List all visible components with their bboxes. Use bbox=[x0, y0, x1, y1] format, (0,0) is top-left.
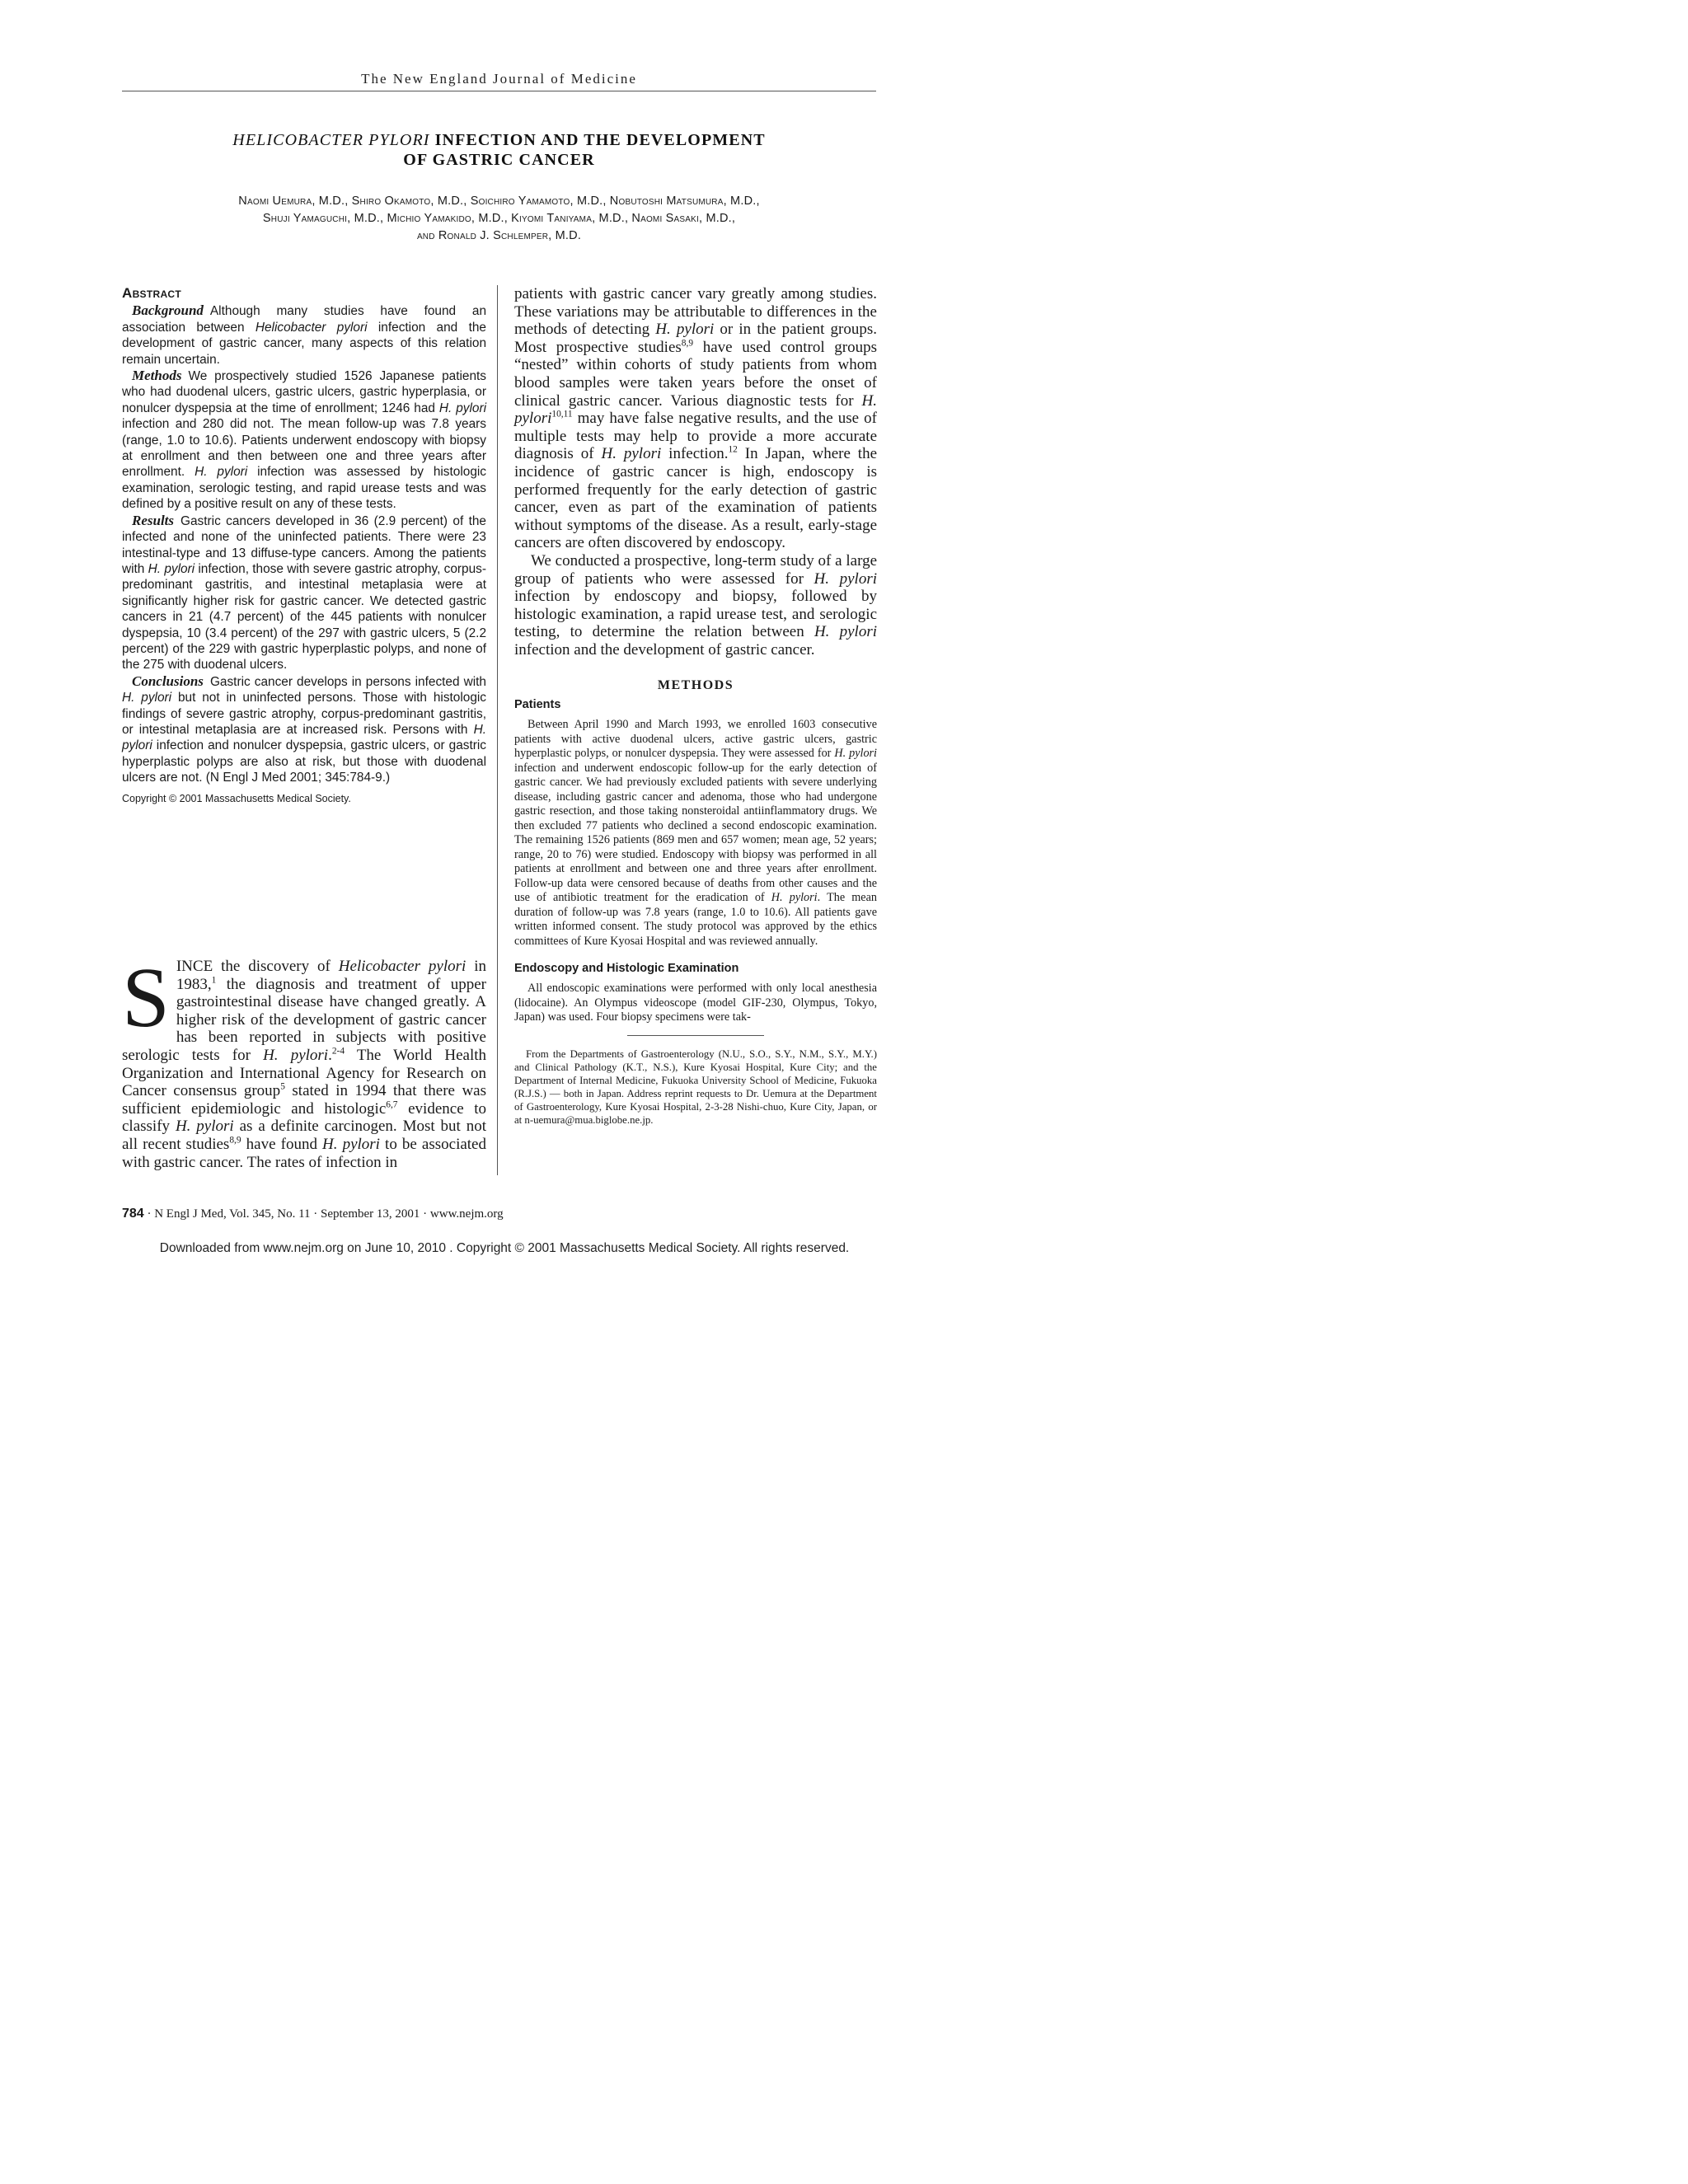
conclusions-label: Conclusions bbox=[132, 673, 204, 689]
abstract-text: but not in uninfected persons. Those with histologic findings of severe gastric atrophy, corpus-predominant gastritis, or intestinal metaplasia are at increased risk. Persons with bbox=[122, 691, 486, 737]
abstract-text: Gastric cancer develops in persons infected with bbox=[209, 674, 486, 689]
citation-ref: 5 bbox=[280, 1081, 285, 1092]
intro-italic: H. pylori bbox=[175, 1118, 234, 1136]
authors-line-1: Naomi Uemura, M.D., Shiro Okamoto, M.D., Soichiro Yamamoto, M.D., Nobutoshi Matsumura, M.D., bbox=[238, 194, 760, 208]
body-text: infection by endoscopy and biopsy, followed by histologic examination, a rapid urease test, and serologic testing, to determine the relation between bbox=[514, 588, 877, 641]
body-italic: H. pylori bbox=[655, 321, 715, 339]
right-column bbox=[514, 285, 877, 1127]
body-text: infection and the development of gastric cancer. bbox=[514, 640, 815, 658]
body-paragraph-1 bbox=[514, 285, 877, 552]
abstract-italic: H. pylori bbox=[195, 465, 248, 480]
title-line2: OF GASTRIC CANCER bbox=[403, 151, 595, 169]
journal-header: The New England Journal of Medicine bbox=[361, 71, 637, 87]
body-text: patients with gastric cancer vary greatly among studies. These variations may be attributable to differences in the methods of detecting bbox=[514, 285, 877, 339]
body-italic: H. pylori bbox=[834, 747, 877, 761]
intro-text: to be associated with gastric cancer. The rates of infection in bbox=[122, 1135, 486, 1171]
citation-ref: 12 bbox=[728, 445, 738, 456]
body-text: infection. bbox=[661, 445, 729, 463]
abstract-text: Gastric cancers developed in 36 (2.9 percent) of the infected and none of the uninfected patients. There were 23 intestinal-type and 13 diffuse-type cancers. Among the patients with bbox=[122, 513, 486, 576]
body-text: In Japan, where the incidence of gastric cancer is high, endoscopy is performed frequently for the early detection of gastric cancer, even as part of the examination of patients without symptoms of the disease. As a result, early-stage cancers are often discovered by endoscopy. bbox=[514, 445, 878, 552]
body-text: or in the patient groups. Most prospective studies bbox=[514, 321, 877, 356]
title-line1-rest: INFECTION AND THE DEVELOPMENT bbox=[429, 131, 766, 149]
body-text: may have false negative results, and the use of multiple tests may help to provide a more accurate diagnosis of bbox=[514, 410, 877, 463]
body-italic: H. pylori bbox=[771, 891, 818, 905]
intro-italic: H. pylori bbox=[322, 1135, 380, 1153]
affiliation-footnote: From the Departments of Gastroenterology (N.U., S.O., S.Y., N.M., S.Y., M.Y.) and Clinical Pathology (K.T., N.S.), Kure Kyosai Hospital, Kure City; and the Department of Internal Medicine, Fukuoka University School of Medicine, Fukuoka (R.J.S.) — both in Japan. Address reprint requests to Dr. Uemura at the Department of Gastroenterology, Kure Kyosai Hospital, 2-3-28 Nishi-chuo, Kure City, Japan, or at n-uemura@mua.biglobe.ne.jp. bbox=[514, 1047, 877, 1126]
page-number: 784 bbox=[122, 1207, 144, 1221]
abstract-text: We prospectively studied 1526 Japanese patients who had duodenal ulcers, gastric ulcers, gastric hyperplasia, or nonulcer dyspepsia at the time of enrollment; 1246 had bbox=[122, 369, 486, 415]
author-list bbox=[122, 193, 876, 245]
intro-italic: Helicobacter pylori bbox=[338, 958, 467, 975]
intro-paragraph bbox=[122, 950, 487, 1171]
citation-line: · N Engl J Med, Vol. 345, No. 11 · September 13, 2001 · www.nejm.org bbox=[143, 1207, 504, 1221]
body-italic: H. pylori bbox=[601, 445, 662, 463]
footnote-rule bbox=[627, 1035, 764, 1036]
intro-text: . bbox=[328, 1046, 332, 1064]
abstract-italic: H. pylori bbox=[122, 722, 486, 753]
copyright-line: Copyright © 2001 Massachusetts Medical Society. bbox=[122, 792, 351, 804]
title-italic: HELICOBACTER PYLORI bbox=[232, 131, 430, 149]
citation-ref: 6,7 bbox=[386, 1099, 398, 1110]
patients-paragraph bbox=[514, 718, 877, 949]
background-label: Background bbox=[132, 302, 204, 319]
methods-heading: METHODS bbox=[657, 678, 734, 693]
download-notice: Downloaded from www.nejm.org on June 10, 2010 . Copyright © 2001 Massachusetts Medical Society. All rights reserved. bbox=[159, 1241, 850, 1255]
endoscopy-paragraph: All endoscopic examinations were performed with only local anesthesia (lidocaine). An Olympus videoscope (model GIF-230, Olympus, Tokyo, Japan) was used. Four biopsy specimens were tak- bbox=[514, 982, 877, 1024]
authors-line-3: and Ronald J. Schlemper, M.D. bbox=[416, 229, 582, 242]
body-text: We conducted a prospective, long-term study of a large group of patients who were assessed for bbox=[514, 551, 877, 588]
abstract-results bbox=[122, 513, 486, 673]
body-paragraph-2 bbox=[514, 552, 877, 659]
abstract-italic: Helicobacter pylori bbox=[255, 320, 368, 335]
citation-ref: 8,9 bbox=[229, 1135, 241, 1146]
intro-text: evidence to classify bbox=[122, 1099, 486, 1136]
abstract-text: infection was assessed by histologic examination, serologic testing, and rapid urease tests and was defined by a positive result on any of these tests. bbox=[122, 465, 486, 512]
body-text: have used control groups “nested” within cohorts of study patients from whom blood samples were taken years before the onset of clinical gastric cancer. Various diagnostic tests for bbox=[514, 338, 877, 410]
abstract-methods bbox=[122, 368, 486, 513]
body-text: . The mean duration of follow-up was 7.8 years (range, 1.0 to 10.6). All patients gave written informed consent. The study protocol was approved by the ethics committees of Kure Kyosai Hospital and was reviewed annually. bbox=[514, 891, 877, 948]
abstract-conclusions bbox=[122, 673, 486, 786]
column-divider bbox=[497, 285, 498, 1175]
intro-text: as a definite carcinogen. Most but not all recent studies bbox=[122, 1118, 486, 1153]
drop-cap: S bbox=[122, 950, 170, 1045]
abstract-text: infection, those with severe gastric atrophy, corpus-predominant gastritis, and intestinal metaplasia were at significantly higher risk for gastric cancer. We detected gastric cancers in 21 (4.7 percent) of the 445 patients with nonulcer dyspepsia, 10 (3.4 percent) of the 297 with gastric ulcers, 5 (2.2 percent) of the 229 with gastric hyperplastic polyps, and none of the 275 with duodenal ulcers. bbox=[122, 561, 486, 673]
article-title bbox=[122, 130, 876, 170]
page-footer bbox=[122, 1207, 504, 1221]
abstract-italic: H. pylori bbox=[148, 561, 195, 576]
citation-ref: 2-4 bbox=[331, 1046, 345, 1057]
body-italic: H. pylori bbox=[514, 391, 877, 428]
body-text: Between April 1990 and March 1993, we enrolled 1603 consecutive patients with active duodenal ulcers, active gastric ulcers, gastric hyperplastic polyps, or nonulcer dyspepsia. They were assessed for bbox=[514, 718, 877, 761]
abstract bbox=[122, 285, 486, 807]
intro-italic: H. pylori bbox=[263, 1046, 329, 1064]
abstract-text: infection and nonulcer dyspepsia, gastric ulcers, or gastric hyperplastic polyps are also at risk, but those with duodenal ulcers are not. (N Engl J Med 2001; 345:784-9.) bbox=[122, 738, 486, 785]
abstract-text: infection and the development of gastric cancer, many aspects of this relation remain uncertain. bbox=[122, 320, 486, 367]
abstract-text: Although many studies have found an association between bbox=[122, 304, 486, 335]
intro-text: INCE the discovery of bbox=[176, 958, 339, 975]
results-label: Results bbox=[132, 512, 175, 528]
authors-line-2: Shuji Yamaguchi, M.D., Michio Yamakido, M.D., Kiyomi Taniyama, M.D., Naomi Sasaki, M.D., bbox=[262, 212, 736, 225]
citation-ref: 10,11 bbox=[551, 409, 573, 419]
introduction bbox=[122, 950, 487, 1171]
abstract-text: infection and 280 did not. The mean follow-up was 7.8 years (range, 1.0 to 10.6). Patients underwent endoscopy with biopsy at enrollment and then between one and three years after enrollment. bbox=[122, 417, 486, 480]
citation-ref: 8,9 bbox=[681, 338, 694, 349]
intro-text: in 1983, bbox=[176, 958, 487, 993]
body-italic: H. pylori bbox=[814, 623, 877, 641]
methods-label: Methods bbox=[132, 368, 182, 384]
intro-text: The World Health Organization and International Agency for Research on Cancer consensus group bbox=[122, 1046, 487, 1100]
abstract-italic: H. pylori bbox=[122, 691, 172, 705]
citation-ref: 1 bbox=[211, 975, 217, 986]
patients-subheading: Patients bbox=[514, 698, 561, 712]
endoscopy-subheading: Endoscopy and Histologic Examination bbox=[514, 962, 739, 976]
body-italic: H. pylori bbox=[814, 569, 877, 588]
abstract-background bbox=[122, 302, 486, 368]
body-text: infection and underwent endoscopic follow-up for the early detection of gastric cancer. We had previously excluded patients with severe underlying disease, including gastric cancer and adenoma, those who had undergone gastric resection, and those taking nonsteroidal antiinflammatory drugs. We then excluded 77 patients who declined a second endoscopic examination. The remaining 1526 patients (869 men and 657 women; mean age, 52 years; range, 20 to 76) were studied. Endoscopy with biopsy was performed in all patients at enrollment and between one and three years after enrollment. Follow-up data were censored because of deaths from other causes and the use of antibiotic treatment for the eradication of bbox=[514, 761, 877, 905]
intro-text: the diagnosis and treatment of upper gastrointestinal disease have changed greatly. A higher risk of the development of gastric cancer has been reported in subjects with positive serologic tests for bbox=[122, 975, 486, 1064]
intro-text: stated in 1994 that there was sufficient epidemiologic and histologic bbox=[122, 1082, 486, 1118]
abstract-italic: H. pylori bbox=[438, 401, 486, 415]
intro-text: have found bbox=[241, 1135, 323, 1153]
abstract-heading: Abstract bbox=[122, 285, 182, 301]
